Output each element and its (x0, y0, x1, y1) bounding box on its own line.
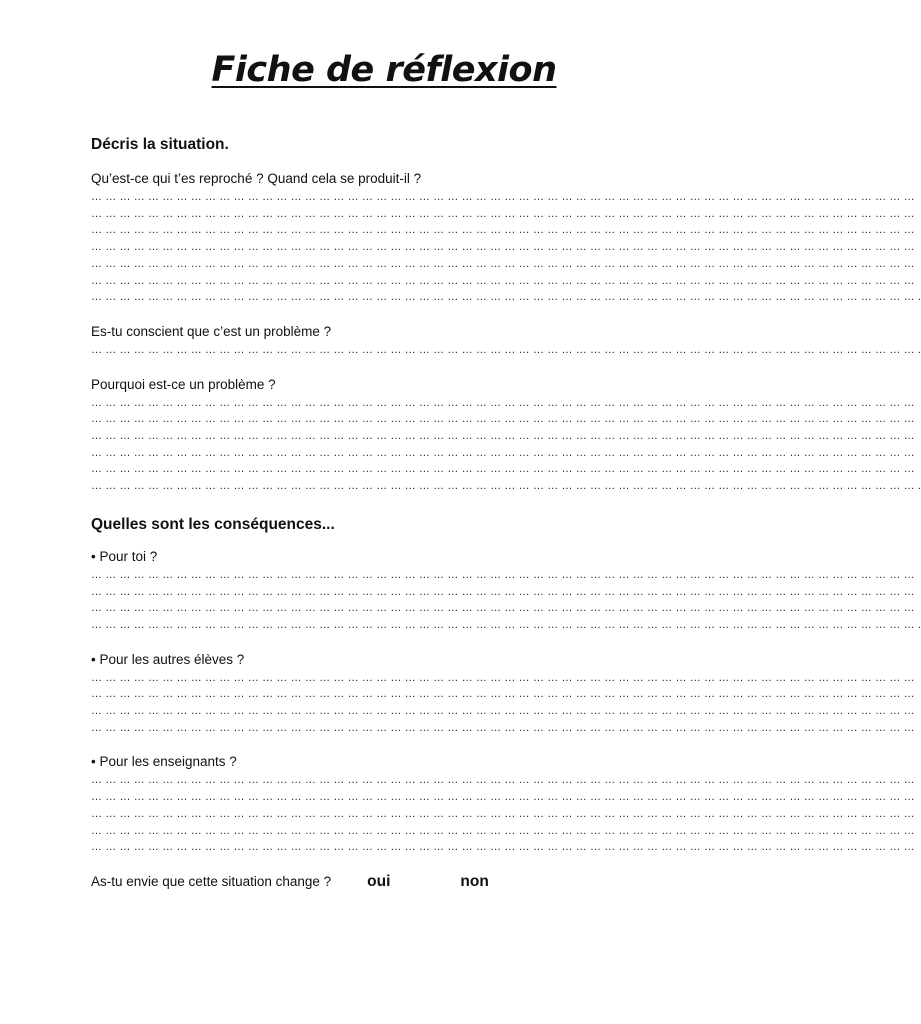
answer-line[interactable]: … … … … … … … … … … … … … … … … … … … … … … … … … … … … … … … … … … … … … … … … … … … … … … … … … … … … … … … … … … (91, 413, 915, 426)
answer-line[interactable]: … … … … … … … … … … … … … … … … … … … … … … … … … … … … … … … … … … … … … … … … … … … … … … … … … … … … … … … … … … (91, 688, 915, 701)
answer-line[interactable]: … … … … … … … … … … … … … … … … … … … … … … … … … … … … … … … … … … … … … … … … … … … … … … … … … … … … … … … … … … . (91, 480, 921, 493)
answer-line[interactable]: … … … … … … … … … … … … … … … … … … … … … … … … … … … … … … … … … … … … … … … … … … … … … … … … … … … … … … … … … … (91, 721, 915, 734)
answer-yes-option[interactable]: oui (367, 872, 391, 890)
answer-line[interactable]: … … … … … … … … … … … … … … … … … … … … … … … … … … … … … … … … … … … … … … … … … … … … … … … … … … … … … … … … … … (91, 207, 915, 220)
answer-line[interactable]: … … … … … … … … … … … … … … … … … … … … … … … … … … … … … … … … … … … … … … … … … … … … … … … … … … … … … … … … … … (91, 463, 915, 476)
question-block-students (91, 650, 915, 737)
answer-line[interactable]: … … … … … … … … … … … … … … … … … … … … … … … … … … … … … … … … … … … … … … … … … … … … … … … … … … … … … … … … … … (91, 224, 915, 237)
answer-no-option[interactable]: non (460, 872, 489, 890)
answer-line[interactable]: … … … … … … … … … … … … … … … … … … … … … … … … … … … … … … … … … … … … … … … … … … … … … … … … … … … … … … … … … … . (91, 291, 921, 304)
section-heading-consequences: Quelles sont les conséquences... (91, 515, 335, 533)
question-reproach: Qu’est-ce qui t’es reproché ? Quand cela se produit-il ? (91, 171, 422, 186)
answer-line[interactable]: … … … … … … … … … … … … … … … … … … … … … … … … … … … … … … … … … … … … … … … … … … … … … … … … … … … … … … … … … … . (91, 343, 921, 356)
answer-line[interactable]: … … … … … … … … … … … … … … … … … … … … … … … … … … … … … … … … … … … … … … … … … … … … … … … … … … … … … … … … … … (91, 602, 915, 615)
answer-line[interactable]: … … … … … … … … … … … … … … … … … … … … … … … … … … … … … … … … … … … … … … … … … … … … … … … … … … … … … … … … … … (91, 446, 915, 459)
answer-line[interactable]: … … … … … … … … … … … … … … … … … … … … … … … … … … … … … … … … … … … … … … … … … … … … … … … … … … … … … … … … … … . (91, 618, 921, 631)
question-self: • Pour toi ? (91, 548, 158, 564)
answer-line[interactable]: … … … … … … … … … … … … … … … … … … … … … … … … … … … … … … … … … … … … … … … … … … … … … … … … … … … … … … … … … … (91, 824, 915, 837)
page-title: Fiche de réflexion (211, 50, 557, 90)
answer-line[interactable]: … … … … … … … … … … … … … … … … … … … … … … … … … … … … … … … … … … … … … … … … … … … … … … … … … … … … … … … … … … (91, 191, 915, 203)
question-block-reproach (91, 169, 921, 306)
question-block-why (91, 375, 921, 495)
change-question-row (91, 872, 711, 892)
question-block-self (91, 547, 921, 634)
answer-line[interactable]: … … … … … … … … … … … … … … … … … … … … … … … … … … … … … … … … … … … … … … … … … … … … … … … … … … … … … … … … … … (91, 396, 915, 409)
answer-line[interactable]: … … … … … … … … … … … … … … … … … … … … … … … … … … … … … … … … … … … … … … … … … … … … … … … … … … … … … … … … … … (91, 807, 915, 820)
answer-line[interactable]: … … … … … … … … … … … … … … … … … … … … … … … … … … … … … … … … … … … … … … … … … … … … … … … … … … … … … … … … … … (91, 430, 915, 443)
question-students: • Pour les autres élèves ? (91, 651, 245, 667)
answer-line[interactable]: … … … … … … … … … … … … … … … … … … … … … … … … … … … … … … … … … … … … … … … … … … … … … … … … … … … … … … … … … … (91, 274, 915, 287)
worksheet-content (91, 133, 921, 892)
question-awareness: Es-tu conscient que c’est un problème ? (91, 323, 332, 339)
answer-line[interactable]: … … … … … … … … … … … … … … … … … … … … … … … … … … … … … … … … … … … … … … … … … … … … … … … … … … … … … … … … … … (91, 257, 915, 270)
question-why: Pourquoi est-ce un problème ? (91, 376, 276, 392)
section-heading-situation: Décris la situation. (91, 136, 229, 153)
answer-line[interactable]: … … … … … … … … … … … … … … … … … … … … … … … … … … … … … … … … … … … … … … … … … … … … … … … … … … … … … … … … … … (91, 568, 915, 581)
answer-line[interactable]: … … … … … … … … … … … … … … … … … … … … … … … … … … … … … … … … … … … … … … … … … … … … … … … … … … … … … … … … … … (91, 774, 915, 787)
answer-line[interactable]: … … … … … … … … … … … … … … … … … … … … … … … … … … … … … … … … … … … … … … … … … … … … … … … … … … … … … … … … … … (91, 585, 915, 598)
answer-line[interactable]: … … … … … … … … … … … … … … … … … … … … … … … … … … … … … … … … … … … … … … … … … … … … … … … … … … … … … … … … … … (91, 671, 915, 684)
question-teachers: • Pour les enseignants ? (91, 754, 237, 770)
question-block-teachers (91, 752, 915, 856)
answer-line[interactable]: … … … … … … … … … … … … … … … … … … … … … … … … … … … … … … … … … … … … … … … … … … … … … … … … … … … … … … … … … … (91, 791, 915, 804)
answer-line[interactable]: … … … … … … … … … … … … … … … … … … … … … … … … … … … … … … … … … … … … … … … … … … … … … … … … … … … … … … … … … … (91, 241, 915, 254)
question-block-awareness (91, 322, 921, 359)
question-change: As-tu envie que cette situation change ? (91, 873, 332, 889)
answer-line[interactable]: … … … … … … … … … … … … … … … … … … … … … … … … … … … … … … … … … … … … … … … … … … … … … … … … … … … … … … … … … … (91, 841, 915, 854)
answer-line[interactable]: … … … … … … … … … … … … … … … … … … … … … … … … … … … … … … … … … … … … … … … … … … … … … … … … … … … … … … … … … … (91, 705, 915, 718)
